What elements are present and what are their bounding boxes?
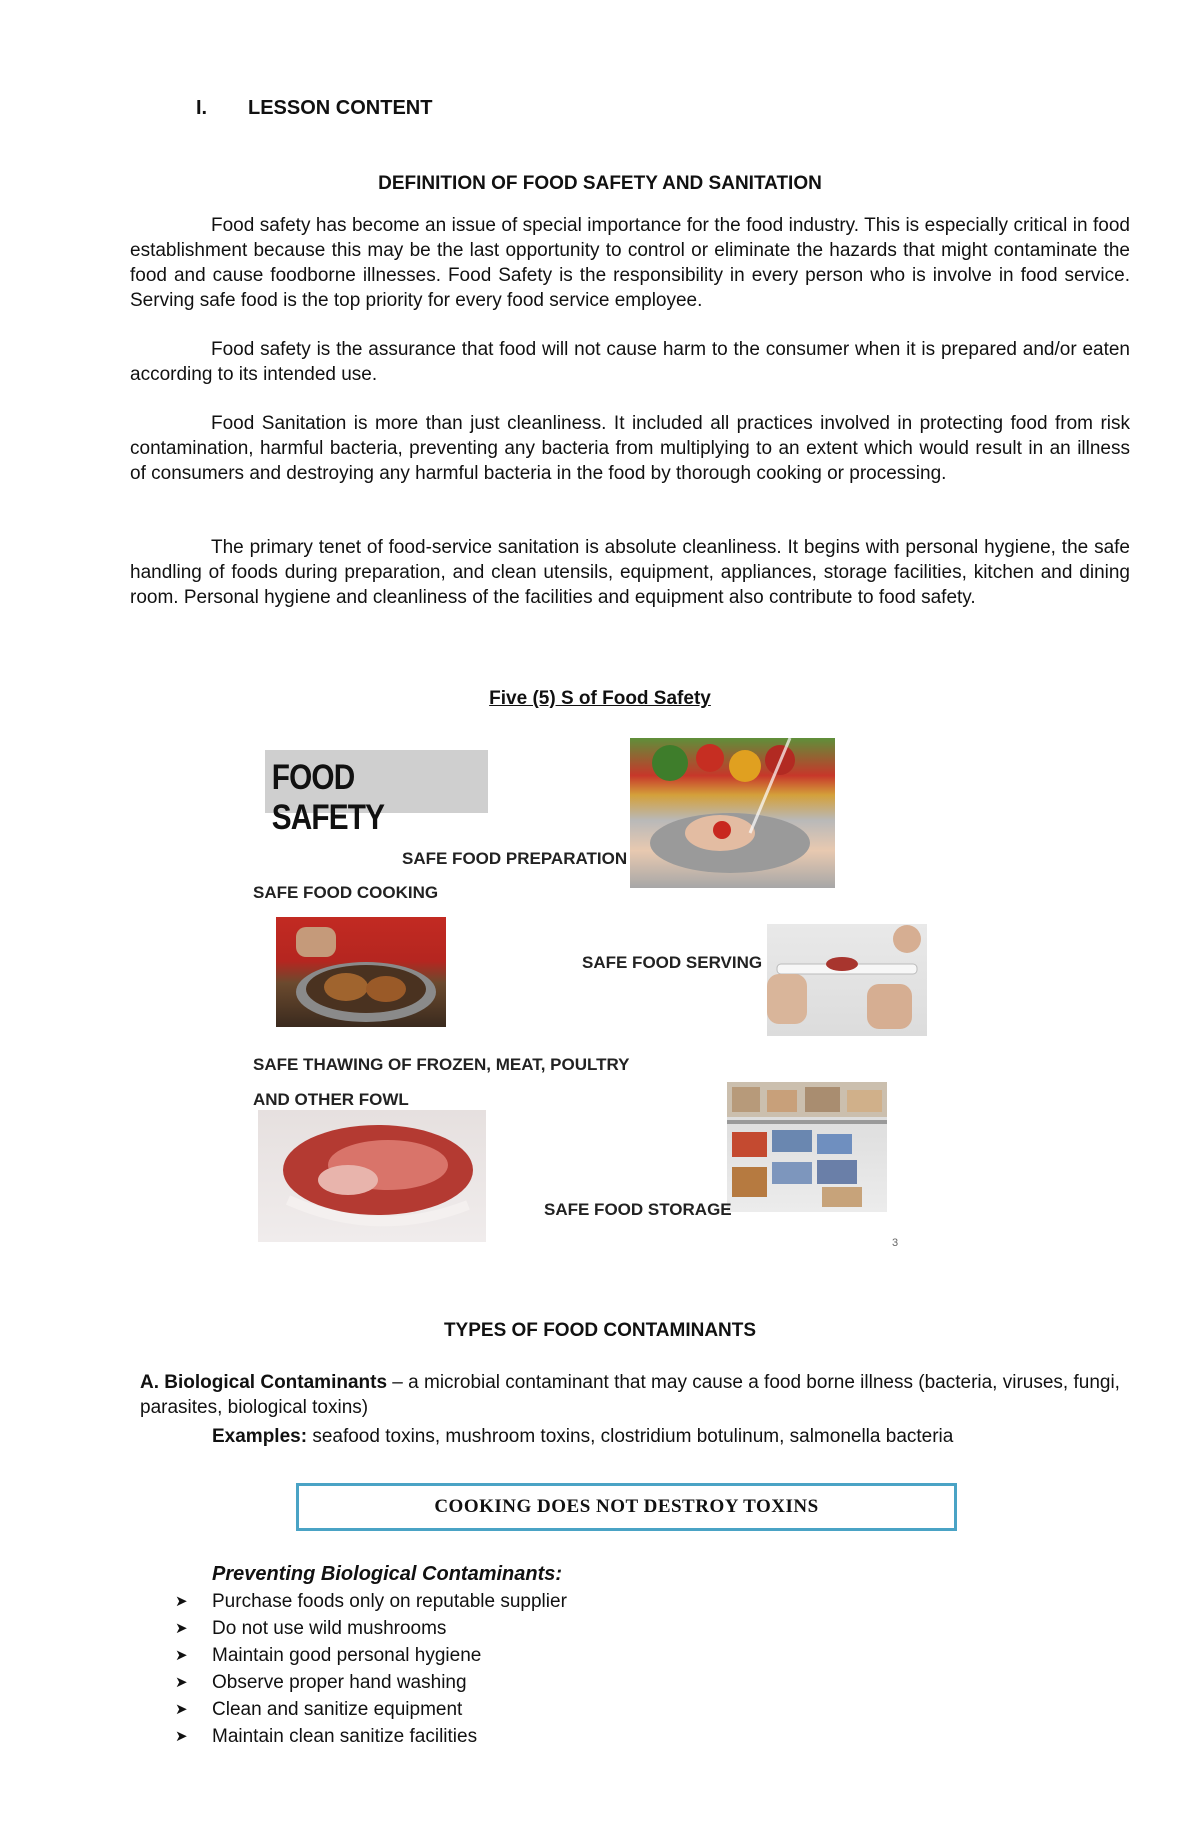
preparation-photo xyxy=(630,738,835,888)
contaminants-title: TYPES OF FOOD CONTAMINANTS xyxy=(443,1320,757,1341)
section-title: LESSON CONTENT xyxy=(248,97,433,119)
examples-label: Examples: xyxy=(212,1426,308,1447)
definition-title: DEFINITION OF FOOD SAFETY AND SANITATION xyxy=(378,173,822,194)
meat-illustration xyxy=(258,1110,486,1242)
arrow-bullet-icon: ➤ xyxy=(175,1620,188,1637)
caption-preparation: SAFE FOOD PREPARATION xyxy=(402,849,628,868)
cooking-photo xyxy=(276,917,446,1027)
paragraph-4: The primary tenet of food-service sanitation is absolute cleanliness. It begins with personal hygiene, the safe handling of foods during preparation, and clean utensils, equipment, appliances, storage facilities, kitchen and dining room. Personal hygiene and cleanliness of the facilities and equipment also contribute to food safety. xyxy=(130,537,1130,608)
list-item: ➤ Clean and sanitize equipment xyxy=(175,1696,567,1723)
thawing-photo xyxy=(258,1110,486,1242)
list-item: ➤ Maintain clean sanitize facilities xyxy=(175,1723,567,1750)
preventing-title: Preventing Biological Contaminants: xyxy=(212,1563,563,1585)
arrow-bullet-icon: ➤ xyxy=(175,1701,188,1718)
paragraph-2: Food safety is the assurance that food will not cause harm to the consumer when it is prepared and/or eaten according to its intended use. xyxy=(130,339,1130,385)
list-item: ➤ Observe proper hand washing xyxy=(175,1669,567,1696)
arrow-bullet-icon: ➤ xyxy=(175,1674,188,1691)
biological-description: – a microbial contaminant that may cause a food borne illness (bacteria, viruses, fungi, parasites, biological toxins) xyxy=(140,1372,1120,1418)
biological-contaminants-paragraph xyxy=(140,1370,1120,1420)
serving-illustration xyxy=(767,924,927,1036)
list-item: ➤ Maintain good personal hygiene xyxy=(175,1642,567,1669)
toxins-warning-box xyxy=(296,1483,957,1531)
pan-illustration xyxy=(276,917,446,1027)
section-number: I. xyxy=(196,97,208,119)
arrow-bullet-icon: ➤ xyxy=(175,1593,188,1610)
examples-line xyxy=(212,1424,1112,1449)
examples-text: seafood toxins, mushroom toxins, clostridium botulinum, salmonella bacteria xyxy=(307,1426,954,1447)
caption-serving: SAFE FOOD SERVING xyxy=(582,953,763,972)
food-safety-banner: FOOD SAFETY xyxy=(265,750,488,813)
serving-photo xyxy=(767,924,927,1036)
fridge-illustration xyxy=(727,1082,887,1212)
five-s-title: Five (5) S of Food Safety xyxy=(489,688,711,709)
arrow-bullet-icon: ➤ xyxy=(175,1647,188,1664)
caption-storage: SAFE FOOD STORAGE xyxy=(544,1200,732,1219)
infographic-page-number: 3 xyxy=(892,1237,899,1249)
toxins-warning-text: COOKING DOES NOT DESTROY TOXINS xyxy=(434,1496,819,1517)
list-item: ➤ Do not use wild mushrooms xyxy=(175,1615,567,1642)
paragraph-1: Food safety has become an issue of special importance for the food industry. This is especially critical in food establishment because this may be the last opportunity to control or eliminate the hazards that might contaminate the food and cause foodborne illnesses. Food Safety is the responsibility in every person who is involve in food service. Serving safe food is the top priority for every food service employee. xyxy=(130,215,1130,311)
caption-cooking: SAFE FOOD COOKING xyxy=(253,883,439,902)
vegetables-illustration xyxy=(630,738,835,888)
caption-thawing-1: SAFE THAWING OF FROZEN, MEAT, POULTRY xyxy=(253,1055,630,1074)
arrow-bullet-icon: ➤ xyxy=(175,1728,188,1745)
storage-photo xyxy=(727,1082,887,1212)
list-item: ➤ Purchase foods only on reputable supplier xyxy=(175,1588,567,1615)
caption-thawing-2: AND OTHER FOWL xyxy=(253,1090,409,1109)
paragraph-3: Food Sanitation is more than just cleanliness. It included all practices involved in protecting food from risk contamination, harmful bacteria, preventing any bacteria from multiplying to an extent which would result in an illness of consumers and destroying any harmful bacteria in the food by thorough cooking or processing. xyxy=(130,413,1130,484)
biological-label: A. Biological Contaminants xyxy=(140,1372,388,1393)
preventing-list xyxy=(175,1588,567,1750)
